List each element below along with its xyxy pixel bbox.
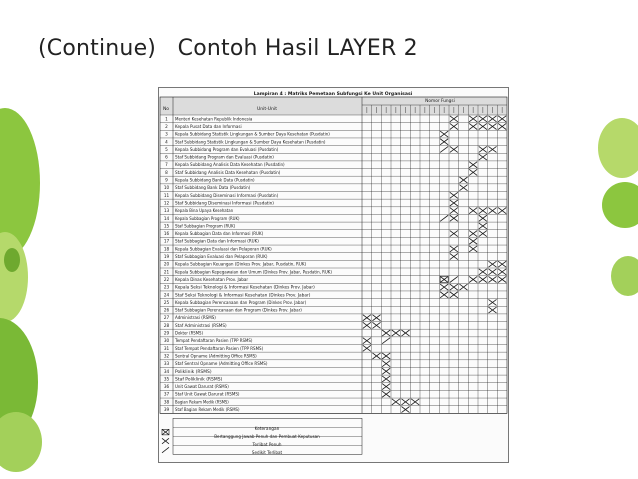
row-unit-name: Staf Administrasi (RSMS) bbox=[175, 322, 228, 328]
row-unit-name: Sentral Opname (Admitting Office RSMS) bbox=[175, 353, 258, 359]
row-unit-name: Staf Subbidang Analisis Data Kesehatan (Pusdatin) bbox=[175, 169, 281, 175]
row-number: 9 bbox=[165, 177, 168, 183]
row-unit-name: Staf Unit Gawat Darurat (RSMS) bbox=[175, 391, 240, 397]
row-unit-name: Kepala Subbidang Bank Data (Pusdatin) bbox=[175, 177, 255, 183]
row-unit-name: Kepala Subbagian Keuangan (Dinkes Prov. Jabar, Pusdatin, RUK) bbox=[175, 261, 307, 267]
row-unit-name: Kepala Pusat Data dan Informasi bbox=[175, 123, 242, 129]
row-number: 18 bbox=[163, 246, 170, 252]
row-number: 10 bbox=[163, 185, 170, 191]
row-unit-name: Menteri Kesehatan Republik Indonesia bbox=[175, 116, 253, 122]
row-number: 28 bbox=[163, 322, 170, 328]
row-unit-name: Tempat Pendaftaran Pasien (TPP RSMS) bbox=[174, 338, 253, 344]
row-number: 23 bbox=[163, 284, 170, 290]
legend-item: Bertanggung Jawab Penuh dan Pembuat Keputusan bbox=[214, 434, 320, 439]
row-number: 1 bbox=[165, 116, 168, 122]
row-unit-name: Staf Bagian Rekam Medik (RSMS) bbox=[175, 407, 240, 413]
decor-blob bbox=[4, 248, 20, 272]
row-number: 11 bbox=[163, 192, 170, 198]
legend-item: Sedikit Terlibat bbox=[251, 450, 283, 455]
row-unit-name: Staf Subbagian Evaluasi dan Pelaporan (RUK) bbox=[175, 254, 268, 260]
row-number: 12 bbox=[163, 200, 170, 206]
row-unit-name: Kepala Subbagian Evaluasi dan Pelaporan (RUK) bbox=[175, 246, 273, 252]
decor-blob bbox=[0, 412, 42, 472]
row-unit-name: Staf Subbidang Statistik Lingkungan & Sumber Daya Kesehatan (Pusdatin) bbox=[175, 139, 326, 145]
row-number: 8 bbox=[165, 169, 168, 175]
row-number: 31 bbox=[163, 345, 170, 351]
legend-title: Keterangan bbox=[254, 427, 280, 432]
header-band bbox=[160, 97, 507, 115]
row-unit-name: Dokter (RSMS) bbox=[175, 330, 204, 336]
row-number: 30 bbox=[163, 338, 170, 344]
document-image bbox=[158, 87, 509, 463]
row-number: 16 bbox=[163, 231, 170, 237]
row-number: 32 bbox=[163, 353, 170, 359]
row-number: 19 bbox=[163, 254, 170, 260]
row-unit-name: Administrasi (RSMS) bbox=[175, 315, 217, 321]
row-unit-name: Staf Subbagian Data dan Informasi (RUK) bbox=[175, 238, 260, 244]
row-unit-name: Staf Subbidang Bank Data (Pusdatin) bbox=[175, 185, 251, 191]
row-number: 27 bbox=[163, 315, 170, 321]
row-number: 25 bbox=[163, 299, 170, 305]
slide-title: (Continue) Contoh Hasil LAYER 2 bbox=[38, 36, 418, 61]
col-fungsi-header: Nomor Fungsi bbox=[425, 99, 455, 104]
row-unit-name: Bagian Rekam Medik (RSMS) bbox=[175, 399, 230, 405]
row-number: 7 bbox=[165, 162, 168, 168]
row-number: 13 bbox=[163, 208, 170, 214]
row-number: 29 bbox=[163, 330, 170, 336]
row-unit-name: Staf Subbagian Program (RUK) bbox=[175, 223, 236, 229]
row-unit-name: Kepala Seksi Teknologi & Informasi Kesehatan (Dinkes Prov. Jabar) bbox=[175, 284, 316, 290]
legend-item: Terlibat Penuh bbox=[252, 442, 282, 447]
row-unit-name: Kepala Dinas Kesehatan Prov. Jabar bbox=[175, 276, 249, 282]
row-number: 37 bbox=[163, 391, 170, 397]
row-number: 38 bbox=[163, 399, 170, 405]
row-unit-name: Kepala Subbidang Diseminasi Informasi (Pusdatin) bbox=[175, 192, 279, 198]
row-number: 5 bbox=[165, 146, 168, 152]
decor-blob bbox=[611, 256, 638, 296]
row-number: 39 bbox=[163, 407, 170, 413]
row-number: 35 bbox=[163, 376, 170, 382]
mapping-matrix bbox=[159, 88, 508, 462]
row-unit-name: Staf Subbagian Perencanaan dan Program (Dinkes Prov. Jabar) bbox=[175, 307, 303, 313]
row-unit-name: Staf Poliklinik (RSMS) bbox=[175, 376, 223, 382]
row-number: 6 bbox=[165, 154, 168, 160]
row-number: 15 bbox=[163, 223, 170, 229]
decor-blob bbox=[602, 182, 638, 228]
row-number: 3 bbox=[165, 131, 168, 137]
row-number: 17 bbox=[163, 238, 170, 244]
row-number: 21 bbox=[163, 269, 170, 275]
col-no-header: No bbox=[162, 107, 170, 112]
row-number: 20 bbox=[163, 261, 170, 267]
row-number: 36 bbox=[163, 384, 170, 390]
row-number: 34 bbox=[163, 368, 170, 374]
row-unit-name: Kepala Subbidang Program dan Evaluasi (Pusdatin) bbox=[175, 146, 279, 152]
row-number: 22 bbox=[163, 276, 170, 282]
row-unit-name: Kepala Subbidang Analisis Data Kesehatan (Pusdatin) bbox=[175, 162, 286, 168]
row-unit-name: Kepala Subbagian Kepegawaian dan Umum (Dinkes Prov. Jabar, Pusdatin, RUK) bbox=[175, 269, 333, 275]
row-unit-name: Staf Subbidang Program dan Evaluasi (Pusdatin) bbox=[175, 154, 275, 160]
row-unit-name: Staf Tempat Pendaftaran Pasien (TPP RSMS) bbox=[175, 345, 264, 351]
row-unit-name: Staf Seksi Teknologi & Informasi Kesehatan (Dinkes Prov. Jabar) bbox=[175, 292, 311, 298]
row-number: 24 bbox=[163, 292, 170, 298]
row-number: 26 bbox=[163, 307, 170, 313]
row-number: 2 bbox=[165, 123, 168, 129]
row-unit-name: Unit Gawat Darurat (RSMS) bbox=[175, 384, 230, 390]
row-number: 33 bbox=[163, 361, 170, 367]
col-unit-header: Unit-Unit bbox=[257, 107, 277, 112]
row-unit-name: Kepala Subbagian Data dan Informasi (RUK) bbox=[175, 231, 264, 237]
row-number: 14 bbox=[163, 215, 170, 221]
row-unit-name: Kepala Subbidang Statistik Lingkungan & Sumber Daya Kesehatan (Pusdatin) bbox=[175, 131, 331, 137]
decor-blob bbox=[598, 118, 638, 178]
row-unit-name: Poliklinik (RSMS) bbox=[175, 368, 213, 374]
row-unit-name: Kepala Subbagian Program (RUK) bbox=[175, 215, 240, 221]
row-unit-name: Kepala Bina Upaya Kesehatan bbox=[175, 208, 234, 214]
row-unit-name: Staf Subbidang Diseminasi Informasi (Pusdatin) bbox=[175, 200, 275, 206]
row-number: 4 bbox=[165, 139, 168, 145]
row-unit-name: Staf Sentral Opname (Admitting Office RSMS) bbox=[175, 361, 268, 367]
matrix-caption: Lampiran 4 : Matriks Pemetaan Subfungsi Ke Unit Organisasi bbox=[253, 92, 413, 97]
row-unit-name: Kepala Subbagian Perencanaan dan Program (Dinkes Prov. Jabar) bbox=[175, 299, 307, 305]
